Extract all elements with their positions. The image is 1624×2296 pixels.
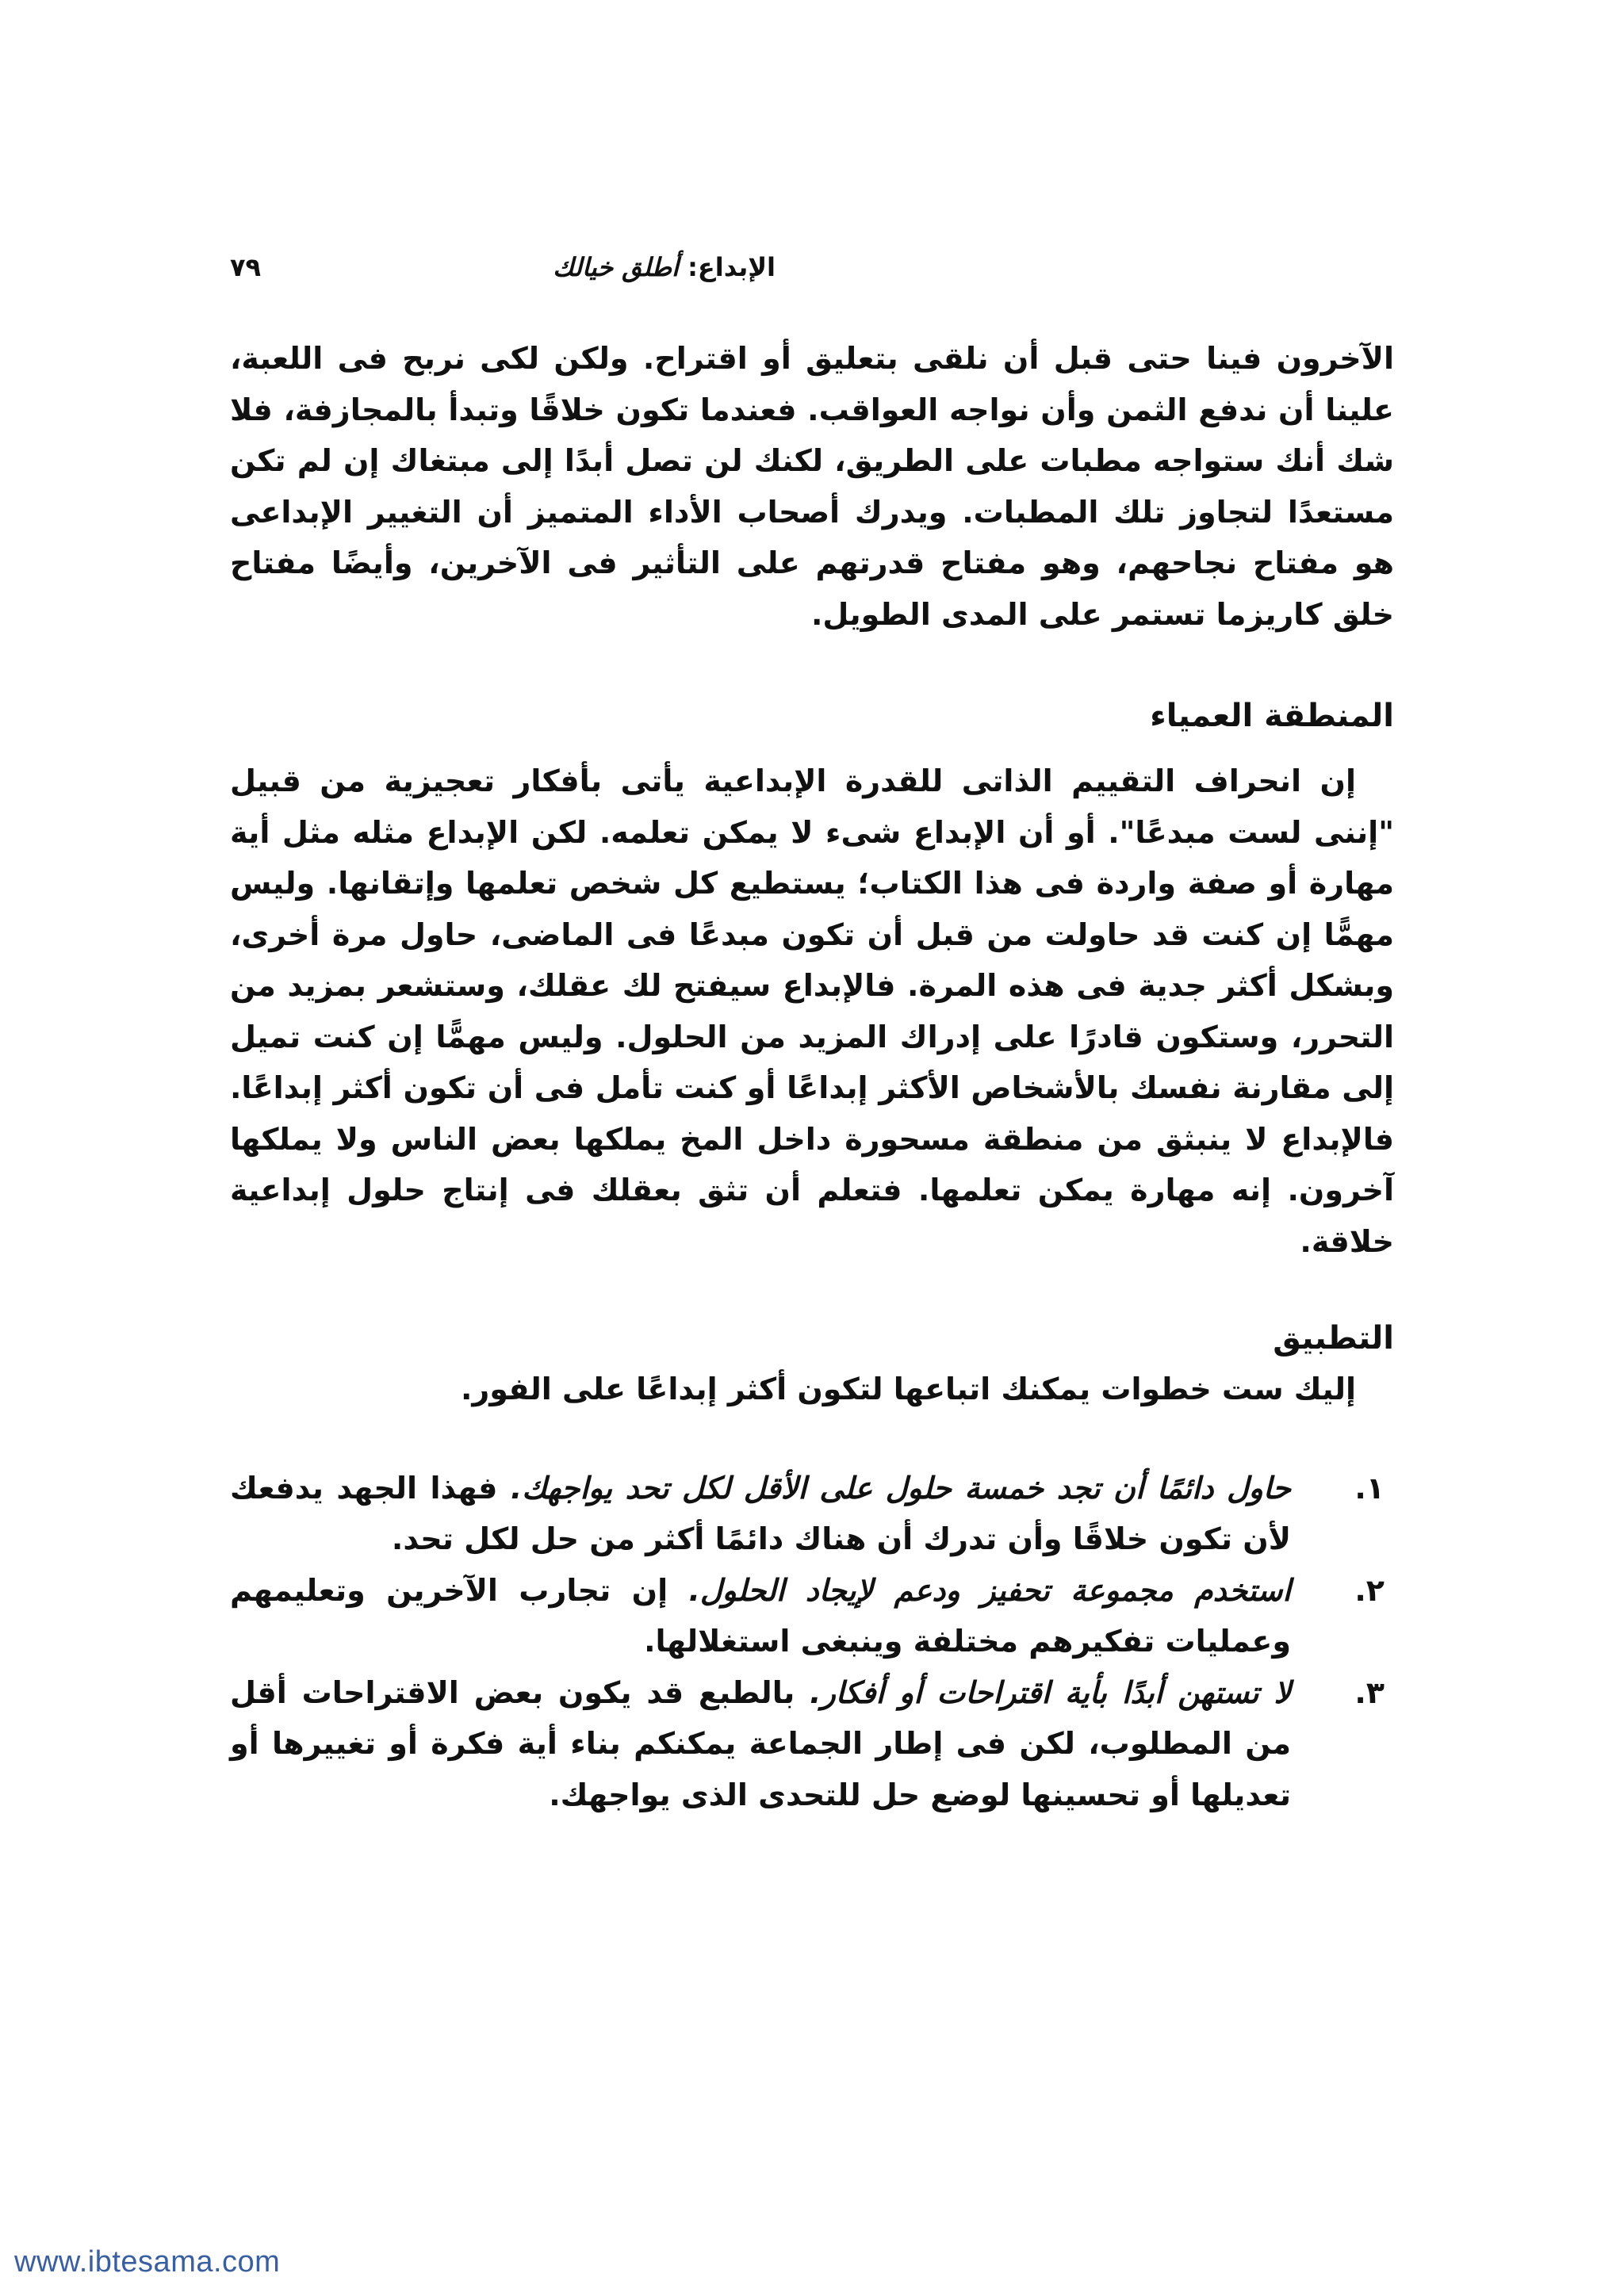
list-item: [230, 1565, 1394, 1667]
section-heading-blind-spot: المنطقة العمياء: [1150, 698, 1394, 734]
list-item-body: بالطبع قد يكون بعض الاقتراحات أقل من المطلوب، لكن فى إطار الجماعة يمكنكم بناء أية فكرة أو تغييرها أو تعديلها أو تحسينها لوضع حل للتحدى الذى يواجهك.: [230, 1674, 1291, 1812]
page-number: ٧٩: [230, 252, 262, 282]
list-item-emphasis: حاول دائمًا أن تجد خمسة حلول على الأقل لكل تحد يواجهك.: [510, 1470, 1291, 1506]
list-item-body: إن تجارب الآخرين وتعليمهم وعمليات تفكيرهم مختلفة وينبغى استغلالها.: [230, 1572, 1291, 1659]
list-item-text: [230, 1667, 1291, 1821]
list-item-emphasis: لا تستهن أبدًا بأية اقتراحات أو أفكار.: [810, 1674, 1291, 1710]
list-item-emphasis: استخدم مجموعة تحفيز ودعم لإيجاد الحلول.: [688, 1572, 1291, 1608]
list-item-number: ٣.: [1354, 1674, 1385, 1710]
section-heading-application: التطبيق: [1273, 1320, 1394, 1357]
running-title-italic: أطلق خيالك: [553, 252, 679, 282]
steps-list: [230, 1463, 1394, 1821]
paragraph-1: الآخرون فينا حتى قبل أن نلقى بتعليق أو اقتراح. ولكن لكى نربح فى اللعبة، علينا أن ندفع الثمن وأن نواجه العواقب. فعندما تكون خلاقًا وتبدأ بالمجازفة، فلا شك أنك ستواجه مطبات على الطريق، لكنك لن تصل أبدًا إلى مبتغاك إن لم تكن مستعدًا لتجاوز تلك المطبات. ويدرك أصحاب الأداء المتميز أن التغيير الإبداعى هو مفتاح نجاحهم، وهو مفتاح قدرتهم على التأثير فى الآخرين، وأيضًا مفتاح خلق كاريزما تستمر على المدى الطويل.: [230, 341, 1394, 632]
running-title-prefix: الإبداع:: [688, 252, 776, 282]
list-item-body: فهذا الجهد يدفعك لأن تكون خلاقًا وأن تدرك أن هناك دائمًا أكثر من حل لكل تحد.: [230, 1470, 1291, 1556]
list-item-number: ١.: [1354, 1470, 1385, 1506]
running-title: [553, 252, 776, 282]
list-item: [230, 1667, 1394, 1821]
list-item-number: ٢.: [1354, 1572, 1385, 1608]
paragraph-3: إليك ست خطوات يمكنك اتباعها لتكون أكثر إبداعًا على الفور.: [460, 1372, 1356, 1406]
list-item-text: [230, 1463, 1291, 1565]
running-head: [230, 252, 1394, 292]
page-content: [230, 333, 1394, 1820]
list-item-text: [230, 1565, 1291, 1667]
watermark-url: www.ibtesama.com: [14, 2245, 281, 2279]
list-item: [230, 1463, 1394, 1565]
paragraph-2: إن انحراف التقييم الذاتى للقدرة الإبداعية يأتى بأفكار تعجيزية من قبيل "إننى لست مبدعًا". أو أن الإبداع شىء لا يمكن تعلمه. لكن الإبداع مثله مثل أية مهارة أو صفة واردة فى هذا الكتاب؛ يستطيع كل شخص تعلمها وإتقانها. وليس مهمًّا إن كنت قد حاولت من قبل أن تكون مبدعًا فى الماضى، حاول مرة أخرى، وبشكل أكثر جدية فى هذه المرة. فالإبداع سيفتح لك عقلك، وستشعر بمزيد من التحرر، وستكون قادرًا على إدراك المزيد من الحلول. وليس مهمًّا إن كنت تميل إلى مقارنة نفسك بالأشخاص الأكثر إبداعًا أو كنت تأمل فى أن تكون أكثر إبداعًا. فالإبداع لا ينبثق من منطقة مسحورة داخل المخ يملكها بعض الناس ولا يملكها آخرون. إنه مهارة يمكن تعلمها. فتعلم أن تثق بعقلك فى إنتاج حلول إبداعية خلاقة.: [230, 763, 1394, 1259]
